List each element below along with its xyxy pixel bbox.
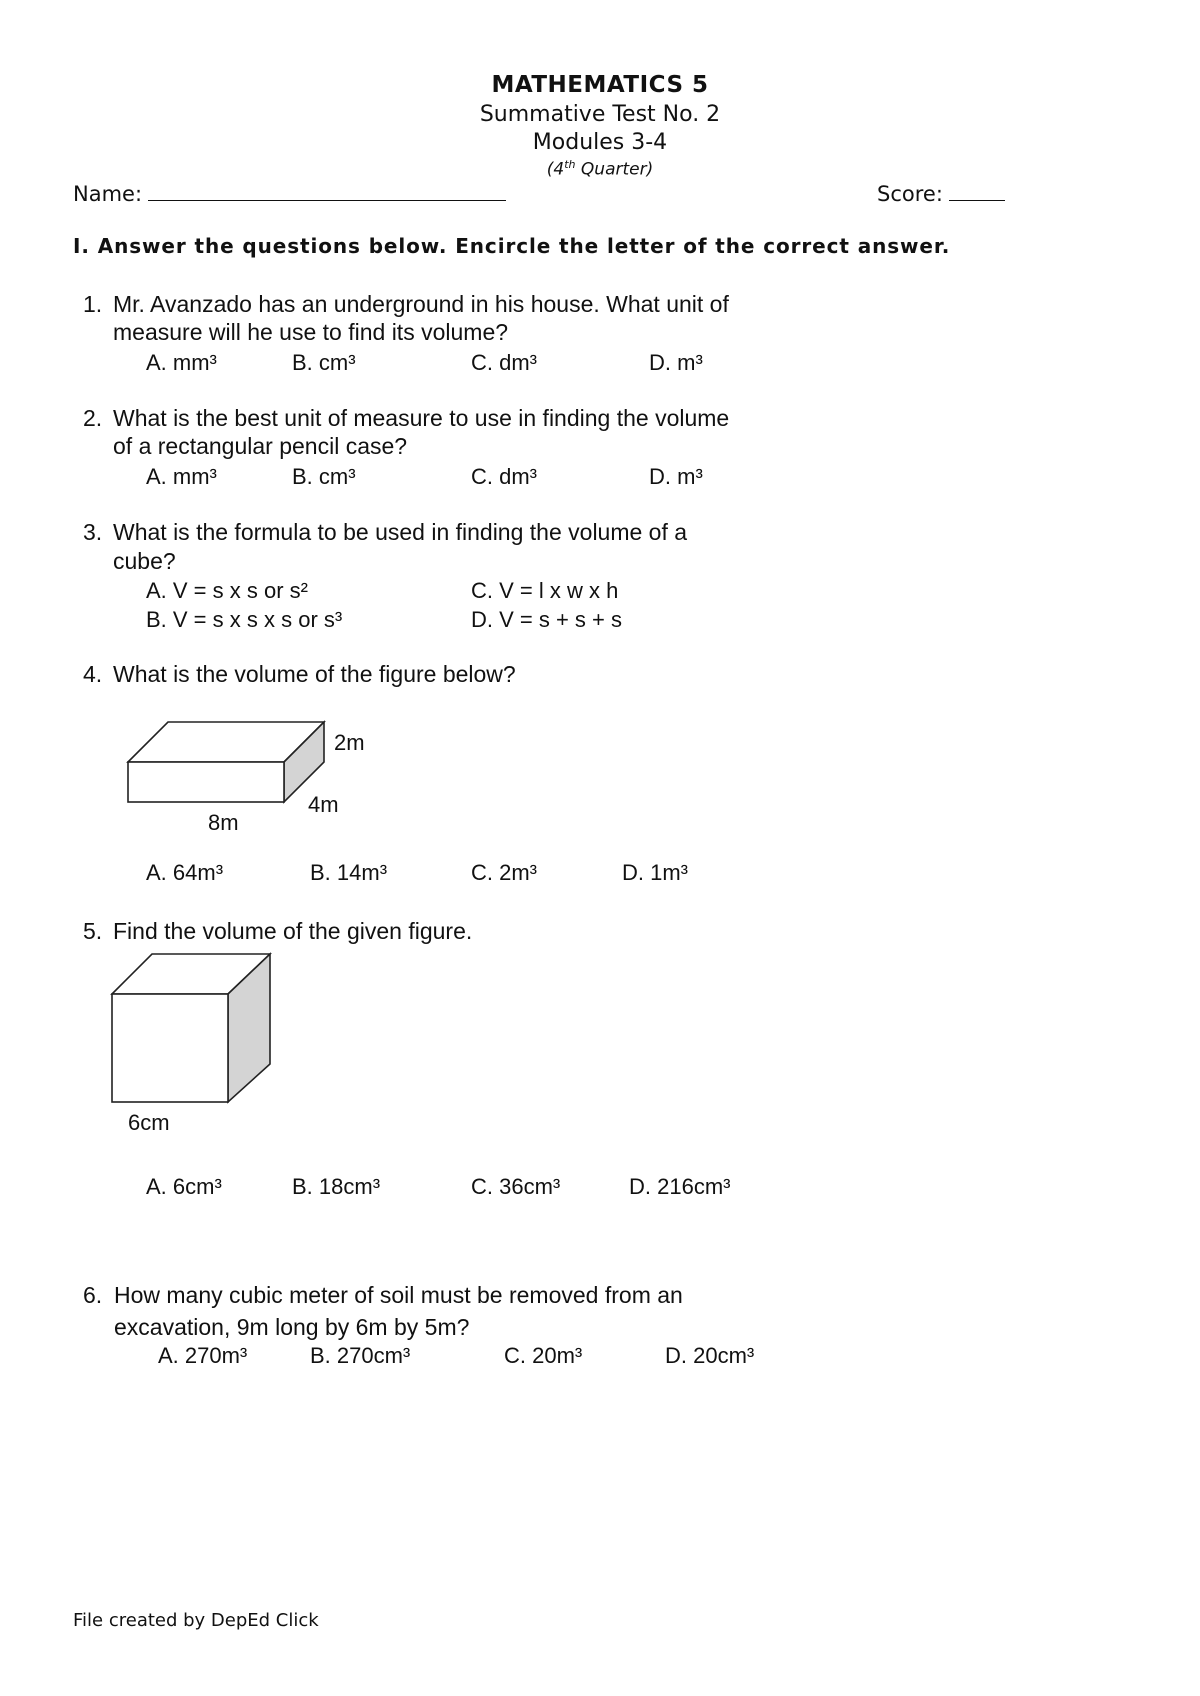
question-text: What is the formula to be used in finding the volume of a (113, 519, 688, 545)
question-text: Mr. Avanzado has an underground in his house. What unit of (113, 291, 729, 317)
quarter-word: Quarter) (575, 159, 654, 180)
question-number: 6. (83, 1282, 103, 1308)
choice-b[interactable]: B. 18cm³ (292, 1174, 381, 1199)
question-text: What is the best unit of measure to use in finding the volume (113, 405, 730, 431)
question-text: excavation, 9m long by 6m by 5m? (114, 1314, 470, 1340)
modules-label: Modules 3-4 (532, 130, 668, 155)
choice-c[interactable]: C. dm³ (471, 350, 537, 375)
choice-a[interactable]: A. 6cm³ (146, 1174, 222, 1199)
choice-c[interactable]: C. 2m³ (471, 860, 537, 885)
quarter-number: (4 (546, 159, 565, 180)
choice-a[interactable]: A. 64m³ (146, 860, 224, 885)
choice-b[interactable]: B. 270cm³ (310, 1343, 411, 1368)
question-number: 3. (83, 519, 103, 545)
question-text: of a rectangular pencil case? (113, 433, 408, 459)
question-number: 1. (83, 291, 103, 317)
choice-c[interactable]: C. V = l x w x h (471, 578, 619, 603)
choice-b[interactable]: B. cm³ (292, 350, 356, 375)
question-text: How many cubic meter of soil must be removed from an (114, 1282, 683, 1308)
choice-a[interactable]: A. mm³ (146, 464, 217, 489)
question-text: What is the volume of the figure below? (113, 661, 516, 687)
choice-d[interactable]: D. 20cm³ (665, 1343, 755, 1368)
quarter-suffix: th (564, 158, 576, 171)
question-text: Find the volume of the given figure. (113, 918, 473, 944)
choice-d[interactable]: D. m³ (649, 464, 703, 489)
dimension-length: 8m (208, 810, 239, 835)
dimension-side: 6cm (128, 1110, 170, 1135)
dimension-height: 2m (334, 730, 365, 755)
question-number: 5. (83, 918, 103, 944)
choice-d[interactable]: D. m³ (649, 350, 703, 375)
choice-b[interactable]: B. V = s x s x s or s³ (146, 607, 343, 632)
choice-c[interactable]: C. 20m³ (504, 1343, 583, 1368)
choice-a[interactable]: A. V = s x s or s² (146, 578, 308, 603)
footer-credit: File created by DepEd Click (73, 1610, 319, 1631)
page-title: MATHEMATICS 5 (491, 72, 709, 98)
dimension-width: 4m (308, 792, 339, 817)
choice-d[interactable]: D. V = s + s + s (471, 607, 623, 632)
question-text: measure will he use to find its volume? (113, 319, 509, 345)
choice-a[interactable]: A. 270m³ (158, 1343, 248, 1368)
score-label: Score: (877, 182, 943, 206)
name-label: Name: (73, 182, 143, 206)
choice-c[interactable]: C. 36cm³ (471, 1174, 561, 1199)
question-number: 2. (83, 405, 103, 431)
choice-a[interactable]: A. mm³ (146, 350, 217, 375)
choice-c[interactable]: C. dm³ (471, 464, 537, 489)
choice-b[interactable]: B. 14m³ (310, 860, 388, 885)
cube-front-face (112, 994, 228, 1102)
choice-d[interactable]: D. 1m³ (622, 860, 688, 885)
question-text: cube? (113, 548, 176, 574)
choice-b[interactable]: B. cm³ (292, 464, 356, 489)
question-number: 4. (83, 661, 103, 687)
choice-d[interactable]: D. 216cm³ (629, 1174, 731, 1199)
instructions: I. Answer the questions below. Encircle the letter of the correct answer. (73, 234, 951, 258)
test-subtitle: Summative Test No. 2 (479, 102, 721, 127)
